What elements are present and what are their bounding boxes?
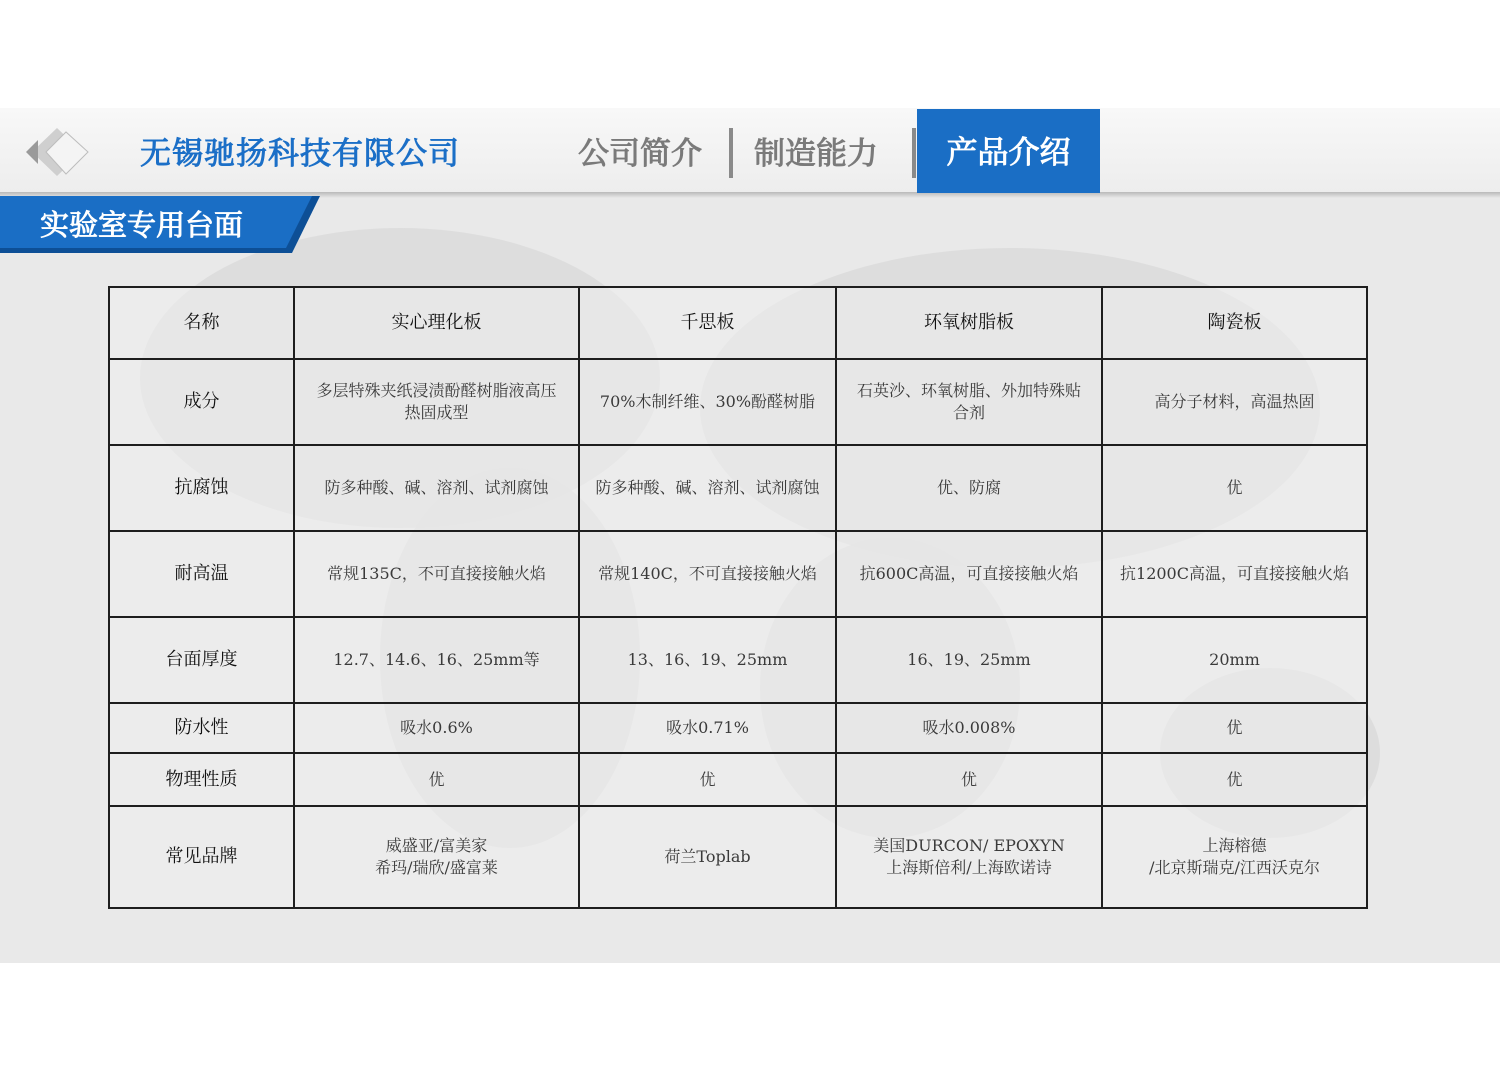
row-label: 台面厚度 xyxy=(109,617,294,703)
nav-separator xyxy=(729,128,733,178)
table-cell: 防多种酸、碱、溶剂、试剂腐蚀 xyxy=(579,445,836,531)
table-cell: 优 xyxy=(1102,753,1367,806)
table-cell: 16、19、25mm xyxy=(836,617,1102,703)
column-header: 名称 xyxy=(109,287,294,359)
table-cell: 优 xyxy=(1102,445,1367,531)
table-cell: 石英沙、环氧树脂、外加特殊贴 合剂 xyxy=(836,359,1102,445)
section-title: 实验室专用台面 xyxy=(40,208,244,242)
table-cell: 常规135C，不可直接接触火焰 xyxy=(294,531,579,617)
table-cell: 多层特殊夹纸浸渍酚醛树脂液高压 热固成型 xyxy=(294,359,579,445)
table-cell: 荷兰Toplab xyxy=(579,806,836,908)
row-label: 耐高温 xyxy=(109,531,294,617)
company-name: 无锡驰扬科技有限公司 xyxy=(140,136,460,172)
row-label: 常见品牌 xyxy=(109,806,294,908)
column-header: 实心理化板 xyxy=(294,287,579,359)
table-row xyxy=(109,753,1367,806)
table-cell: 20mm xyxy=(1102,617,1367,703)
table-cell: 防多种酸、碱、溶剂、试剂腐蚀 xyxy=(294,445,579,531)
row-label: 成分 xyxy=(109,359,294,445)
row-label: 物理性质 xyxy=(109,753,294,806)
table-row xyxy=(109,531,1367,617)
table-row xyxy=(109,359,1367,445)
table-cell: 12.7、14.6、16、25mm等 xyxy=(294,617,579,703)
table-row xyxy=(109,703,1367,753)
column-header: 环氧树脂板 xyxy=(836,287,1102,359)
table-cell: 吸水0.6% xyxy=(294,703,579,753)
table-cell: 美国DURCON/ EPOXYN 上海斯倍利/上海欧诺诗 xyxy=(836,806,1102,908)
table-cell: 70%木制纤维、30%酚醛树脂 xyxy=(579,359,836,445)
table-cell: 优 xyxy=(836,753,1102,806)
table-cell: 13、16、19、25mm xyxy=(579,617,836,703)
table-cell: 优 xyxy=(294,753,579,806)
diamond-logo-icon xyxy=(22,124,92,180)
nav-products-active[interactable]: 产品介绍 xyxy=(917,109,1100,193)
table-header-row xyxy=(109,287,1367,359)
table-cell: 抗1200C高温，可直接接触火焰 xyxy=(1102,531,1367,617)
table-cell: 抗600C高温，可直接接触火焰 xyxy=(836,531,1102,617)
table-cell: 优 xyxy=(1102,703,1367,753)
comparison-table xyxy=(108,286,1368,909)
table-cell: 吸水0.71% xyxy=(579,703,836,753)
column-header: 陶瓷板 xyxy=(1102,287,1367,359)
table-cell: 常规140C，不可直接接触火焰 xyxy=(579,531,836,617)
table-cell: 威盛亚/富美家 希玛/瑞欣/盛富莱 xyxy=(294,806,579,908)
row-label: 防水性 xyxy=(109,703,294,753)
row-label: 抗腐蚀 xyxy=(109,445,294,531)
table-row xyxy=(109,445,1367,531)
nav-manufacturing[interactable]: 制造能力 xyxy=(754,136,878,172)
table-cell: 优 xyxy=(579,753,836,806)
nav-company-intro[interactable]: 公司简介 xyxy=(578,136,702,172)
column-header: 千思板 xyxy=(579,287,836,359)
table-cell: 高分子材料，高温热固 xyxy=(1102,359,1367,445)
table-cell: 吸水0.008% xyxy=(836,703,1102,753)
table-cell: 优、防腐 xyxy=(836,445,1102,531)
table-row xyxy=(109,617,1367,703)
table-row xyxy=(109,806,1367,908)
table-cell: 上海榕德 /北京斯瑞克/江西沃克尔 xyxy=(1102,806,1367,908)
nav-separator xyxy=(912,128,916,178)
